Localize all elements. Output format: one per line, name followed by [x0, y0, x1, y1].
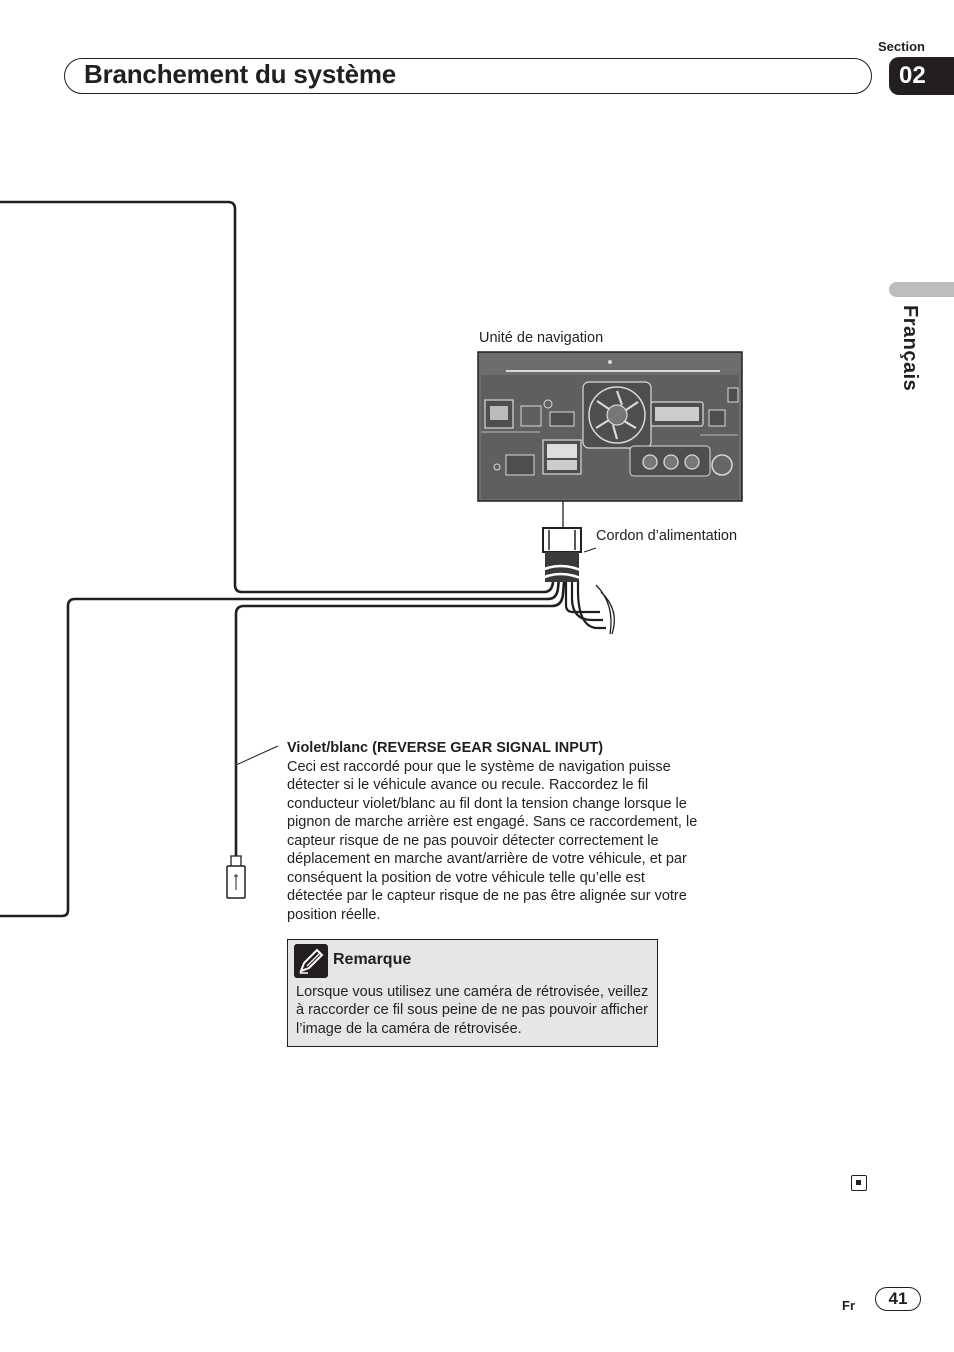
section-label: Section — [878, 39, 925, 54]
reverse-wire-heading: Violet/blanc (REVERSE GEAR SIGNAL INPUT) — [287, 740, 604, 756]
note-pen-icon — [294, 944, 328, 978]
navigation-unit — [478, 352, 742, 501]
power-cord-label: Cordon d’alimentation — [596, 528, 738, 544]
end-of-section-icon — [851, 1175, 867, 1191]
language-tab-label: Français — [899, 305, 921, 392]
page-title: Branchement du système — [84, 59, 397, 89]
page-number: 41 — [875, 1287, 921, 1311]
navigation-unit-label: Unité de navigation — [479, 330, 604, 346]
reverse-wire-text: Ceci est raccordé pour que le système de navigation puisse détecter si le véhicule avance ou recule. Raccordez le fil conducteur violet/blanc au fil dont la tension change lorsque le pignon de marche arrière est engagé. Sans ce raccordement, le capteur risque de ne pas pouvoir détecter correctement le déplacement en marche avant/arrière de votre véhicule, et par conséquent la position de votre véhicule telle qu’elle est détectée par le capteur risque de ne pas être alignée sur votre position réelle. — [287, 758, 698, 923]
reverse-wire-description — [287, 739, 707, 924]
note-title: Remarque — [333, 951, 412, 968]
section-number-badge: 02 — [889, 57, 954, 95]
footer-language-code: Fr — [842, 1298, 855, 1313]
note-text: Lorsque vous utilisez une caméra de rétrovisée, veillez à raccorder ce fil sous peine de ne pas pouvoir afficher l’image de la caméra de rétrovisée. — [296, 984, 649, 1037]
wire-upper — [0, 202, 544, 592]
